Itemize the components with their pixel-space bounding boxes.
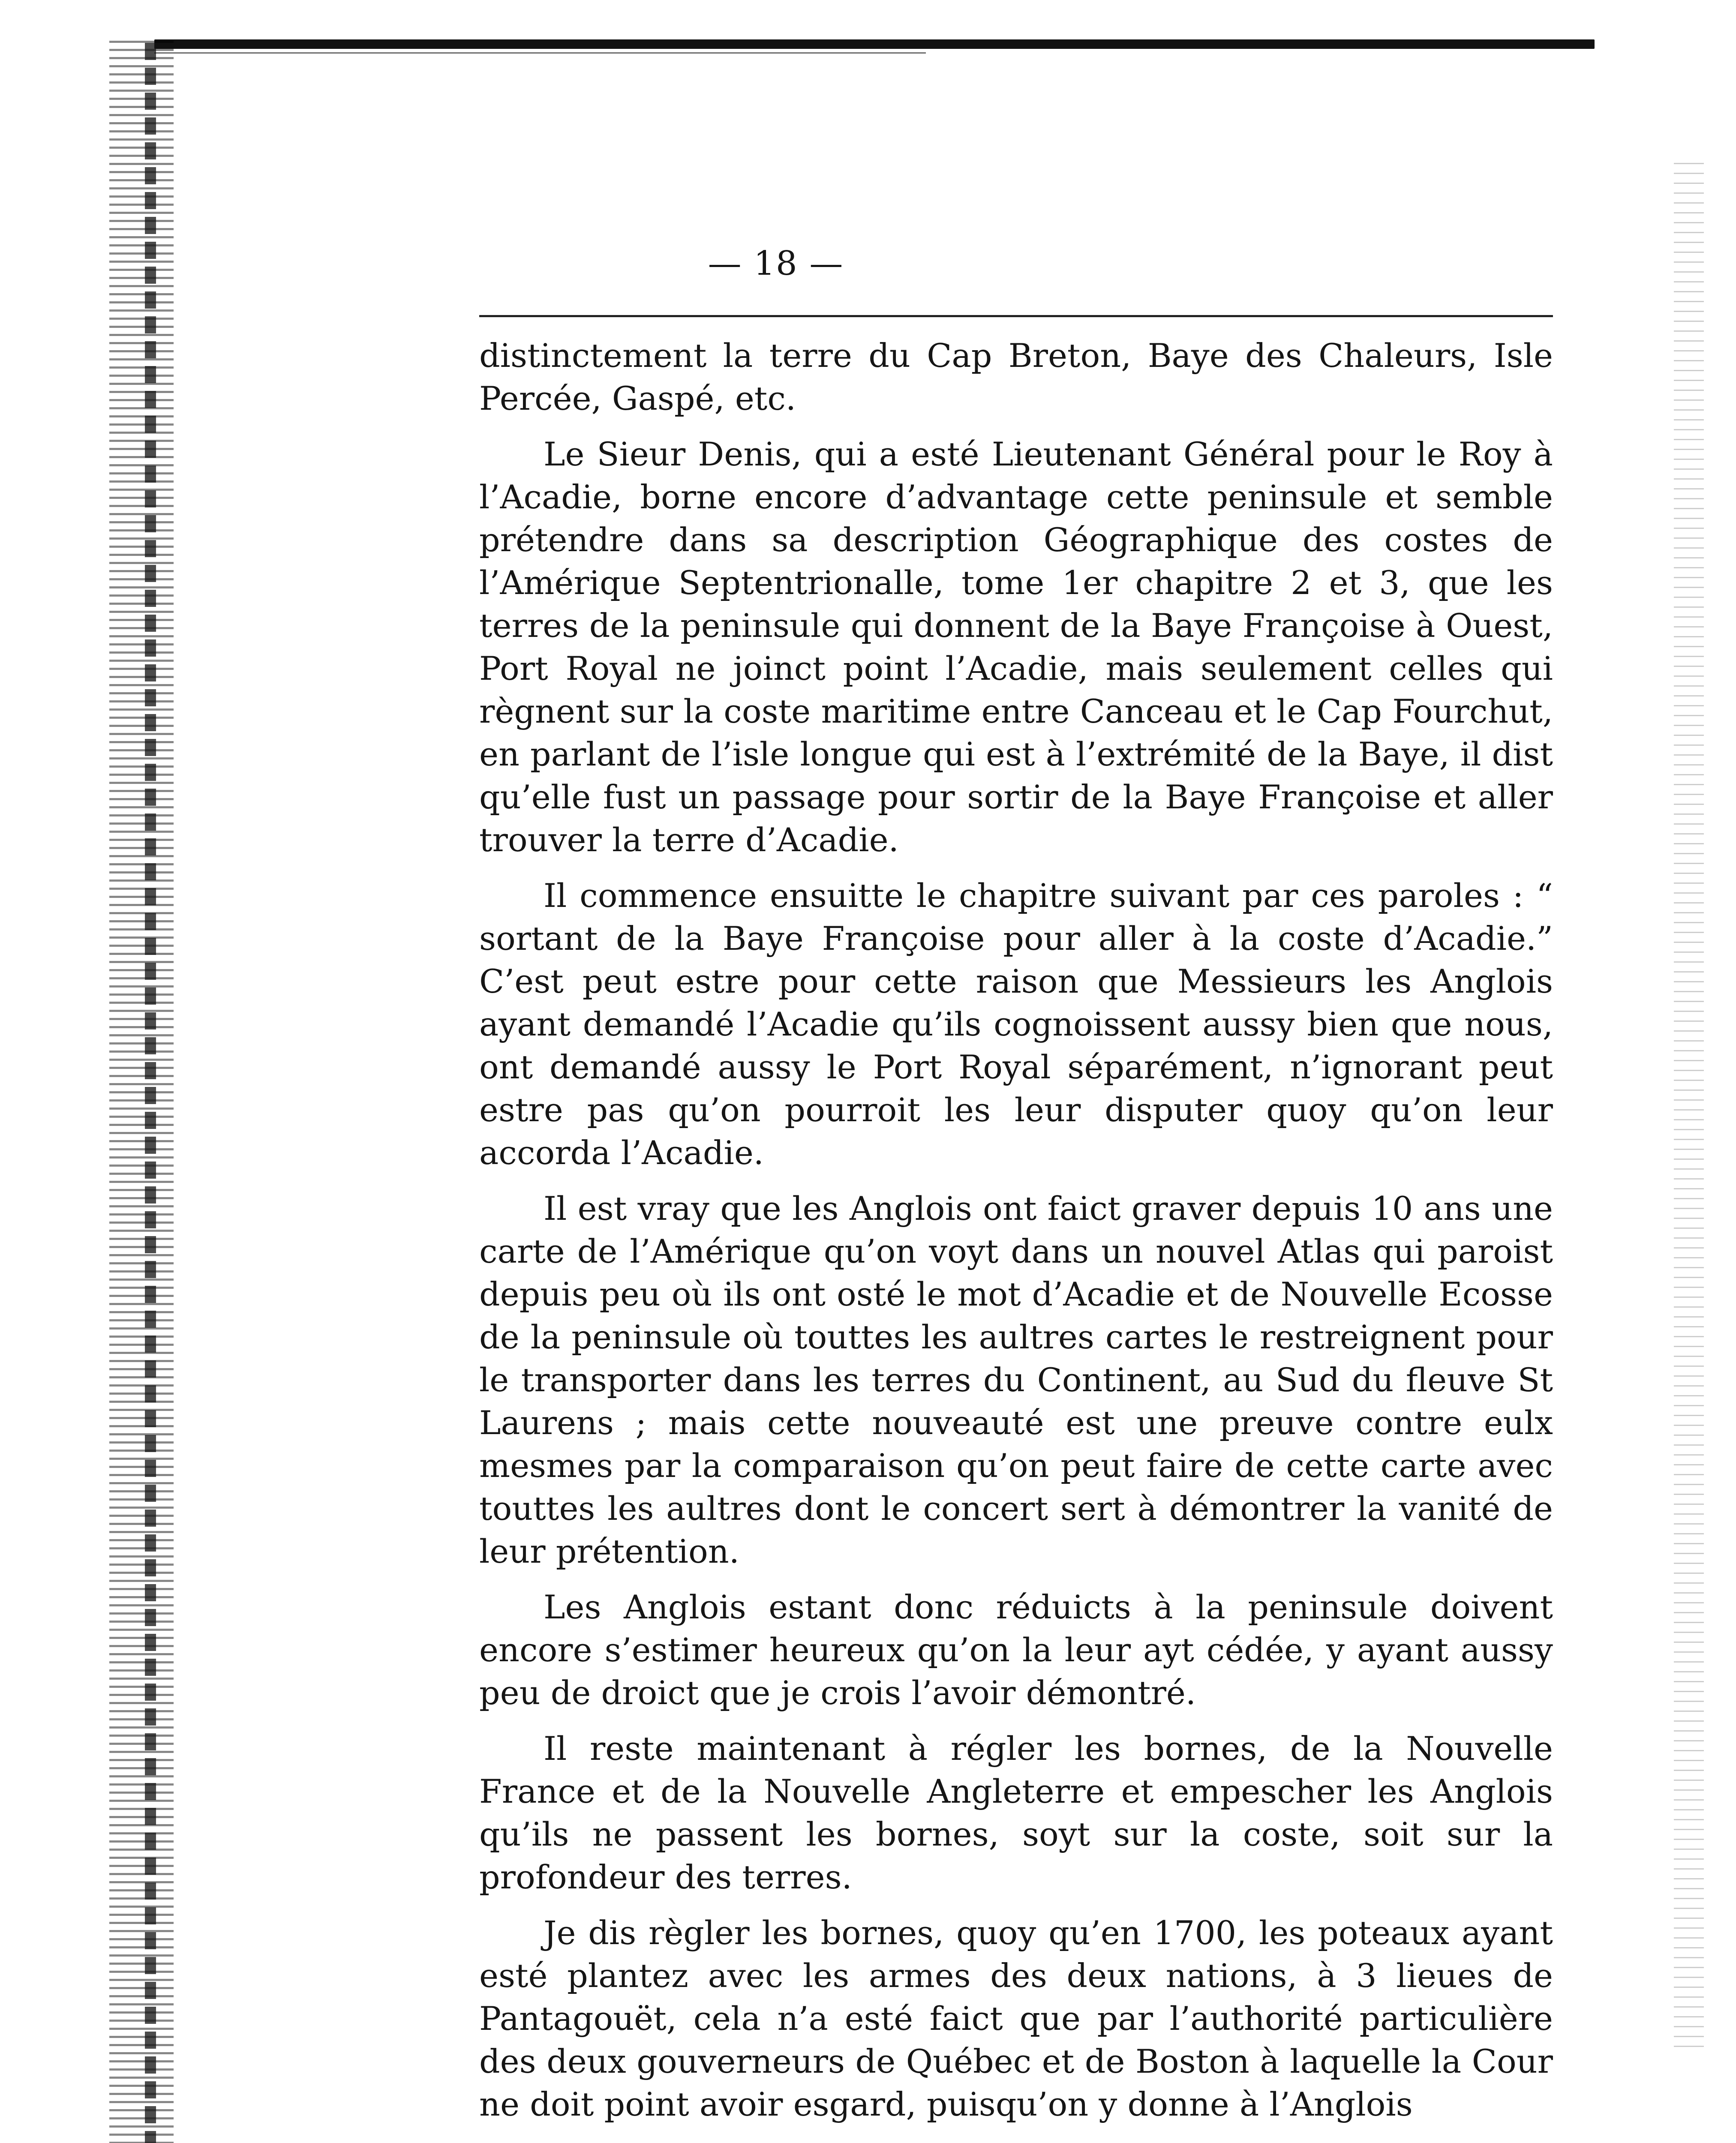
body-text [479, 334, 1553, 2126]
paragraph-peninsule: Les Anglois estant donc réduicts à la peninsule doivent encore s’estimer heureux qu’on la leur ayt cédée, y ayant aussy peu de droict que je crois l’avoir démontré. [479, 1588, 1553, 1712]
scan-left-binding-edge [145, 43, 156, 2143]
scan-right-edge-noise [1674, 163, 1704, 2049]
paragraph-chapitre-suivant: Il commence ensuitte le chapitre suivant par ces paroles : “ sortant de la Baye Françoise pour aller à la coste d’Acadie.” C’est peut estre pour cette raison que Messieurs les Anglois ayant demandé l’Acadie qu’ils cognoissent aussy bien que nous, ont demandé aussy le Port Royal séparément, n’ignorant peut estre pas qu’on pourroit les leur disputer quoy qu’on leur accorda l’Acadie. [479, 876, 1553, 1172]
scan-left-edge-noise [109, 41, 174, 2143]
paragraph-sieur-denis: Le Sieur Denis, qui a esté Lieutenant Général pour le Roy à l’Acadie, borne encore d’advantage cette peninsule et semble prétendre dans sa description Géographique des costes de l’Amérique Septentrionalle, tome 1er chapitre 2 et 3, que les terres de la peninsule qui donnent de la Baye Françoise à Ouest, Port Royal ne joinct point l’Acadie, mais seulement celles qui règnent sur la coste maritime entre Canceau et le Cap Fourchut, en parlant de l’isle longue qui est à l’extrémité de la Baye, il dist qu’elle fust un passage pour sortir de la Baye Françoise et aller trouver la terre d’Acadie. [479, 435, 1553, 859]
paragraph-continuation: distinctement la terre du Cap Breton, Baye des Chaleurs, Isle Percée, Gaspé, etc. [479, 336, 1553, 417]
paragraph-regler-bornes: Il reste maintenant à régler les bornes, de la Nouvelle France et de la Nouvelle Angleterre et empescher les Anglois qu’ils ne passent les bornes, soyt sur la coste, soit sur la profondeur des terres. [479, 1729, 1553, 1896]
scan-top-border-shadow [154, 52, 926, 54]
paragraph-carte-amerique: Il est vray que les Anglois ont faict graver depuis 10 ans une carte de l’Amérique qu’on voyt dans un nouvel Atlas qui paroist depuis peu où ils ont osté le mot d’Acadie et de Nouvelle Ecosse de la peninsule où touttes les aultres cartes le restreignent pour le transporter dans les terres du Continent, au Sud du fleuve St Laurens ; mais cette nouveauté est une preuve contre eulx mesmes par la comparaison qu’on peut faire de cette carte avec touttes les aultres dont le concert sert à démontrer la vanité de leur prétention. [479, 1189, 1553, 1570]
header-rule [479, 315, 1553, 317]
scan-top-border [154, 39, 1595, 49]
paragraph-poteaux: Je dis règler les bornes, quoy qu’en 1700, les poteaux ayant esté plantez avec les armes des deux nations, à 3 lieues de Pantagouët, cela n’a esté faict que par l’authorité particulière des deux gouverneurs de Québec et de Boston à laquelle la Cour ne doit point avoir esgard, puisqu’on y donne à l’Anglois [479, 1914, 1553, 2123]
page-number: — 18 — [708, 244, 844, 283]
